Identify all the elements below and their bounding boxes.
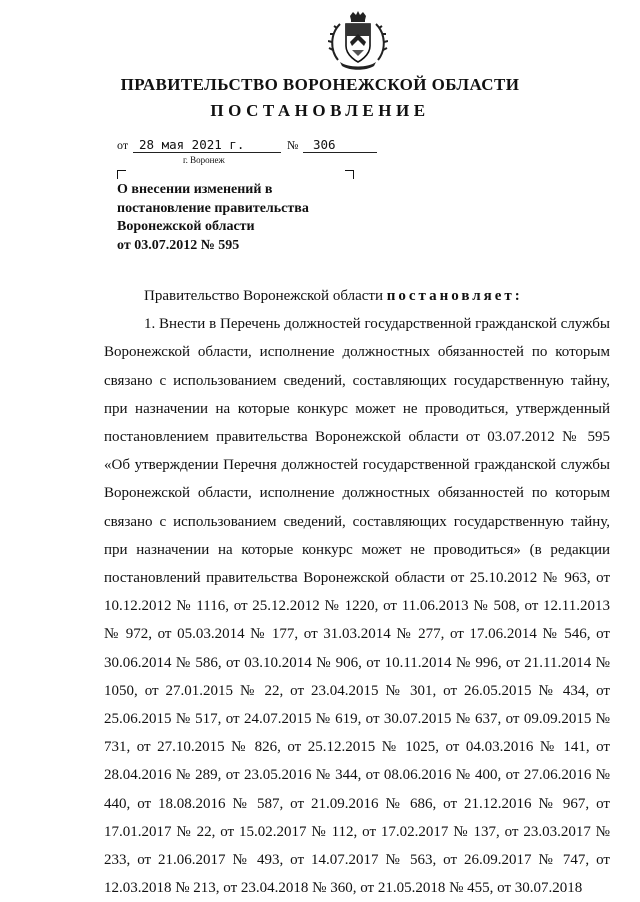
paragraph-1: 1. Внести в Перечень должностей государственной гражданской службы Воронежской области, исполнение должностных обязанностей по которым связано с использованием сведений, составляющих государственную тайну, при назначении на которые конкурс может не проводиться, утвержденный постановлением правительства Воронежской области от 03.07.2012 № 595 «Об утверждении Перечня должностей государственной гражданской службы Воронежской области, исполнение должностных обязанностей по которым связано с использованием сведений, составляющих государственную тайну, при назначении на которые конкурс может не проводиться» (в редакции постановлений правительства Воронежской области от 25.10.2012 № 963, от 10.12.2012 № 1116, от 25.12.2012 № 1220, от 11.06.2013 № 508, от 12.11.2013 № 972, от 05.03.2014 № 177, от 31.03.2014 № 277, от 17.06.2014 № 546, от 30.06.2014 № 586, от 03.10.2014 № 906, от 10.11.2014 № 996, от 21.11.2014 № 1050, от 27.01.2015 № 22, от 23.04.2015 № 301, от 26.05.2015 № 434, от 25.06.2015 № 517, от 24.07.2015 № 619, от 30.07.2015 № 637, от 09.09.2015 № 731, от 27.10.2015 № 826, от 25.12.2015 № 1025, от 04.03.2016 № 141, от 28.04.2016 № 289, от 23.05.2016 № 344, от 08.06.2016 № 400, от 27.06.2016 № 440, от 18.08.2016 № 587, от 21.09.2016 № 686, от 21.12.2016 № 967, от 17.01.2017 № 22, от 15.02.2017 № 112, от 17.02.2017 № 137, от 23.03.2017 № 233, от 21.06.2017 № 493, от 14.07.2017 № 563, от 26.09.2017 № 747, от 12.03.2018 № 213, от 23.04.2018 № 360, от 21.05.2018 № 455, от 30.07.2018 [104,316,610,897]
voronezh-coat-of-arms-icon [328,10,388,72]
subject-line: Воронежской области [117,219,255,234]
number-value: 306 [313,137,336,152]
document-subject [117,181,367,255]
document-meta [117,133,377,155]
intro-text: Правительство Воронежской области [144,288,387,304]
subject-line: постановление правительства [117,200,309,216]
subject-line: О внесении изменений в [117,182,273,197]
organization-title: ПРАВИТЕЛЬСТВО ВОРОНЕЖСКОЙ ОБЛАСТИ [120,75,520,94]
document-body [104,282,610,902]
date-value: 28 мая 2021 г. [139,137,245,152]
subject-line: от 03.07.2012 № 595 [117,237,240,253]
corner-mark-right [345,170,354,179]
intro-decree-word: постановляет: [386,288,523,304]
city-label: г. Воронеж [183,155,225,165]
date-label: от [117,138,129,152]
document-type-title: ПОСТАНОВЛЕНИЕ [210,101,430,120]
intro-paragraph [104,282,610,310]
number-underline [303,152,377,153]
date-underline [133,152,281,153]
corner-mark-left [117,170,126,179]
number-label: № [287,138,299,152]
